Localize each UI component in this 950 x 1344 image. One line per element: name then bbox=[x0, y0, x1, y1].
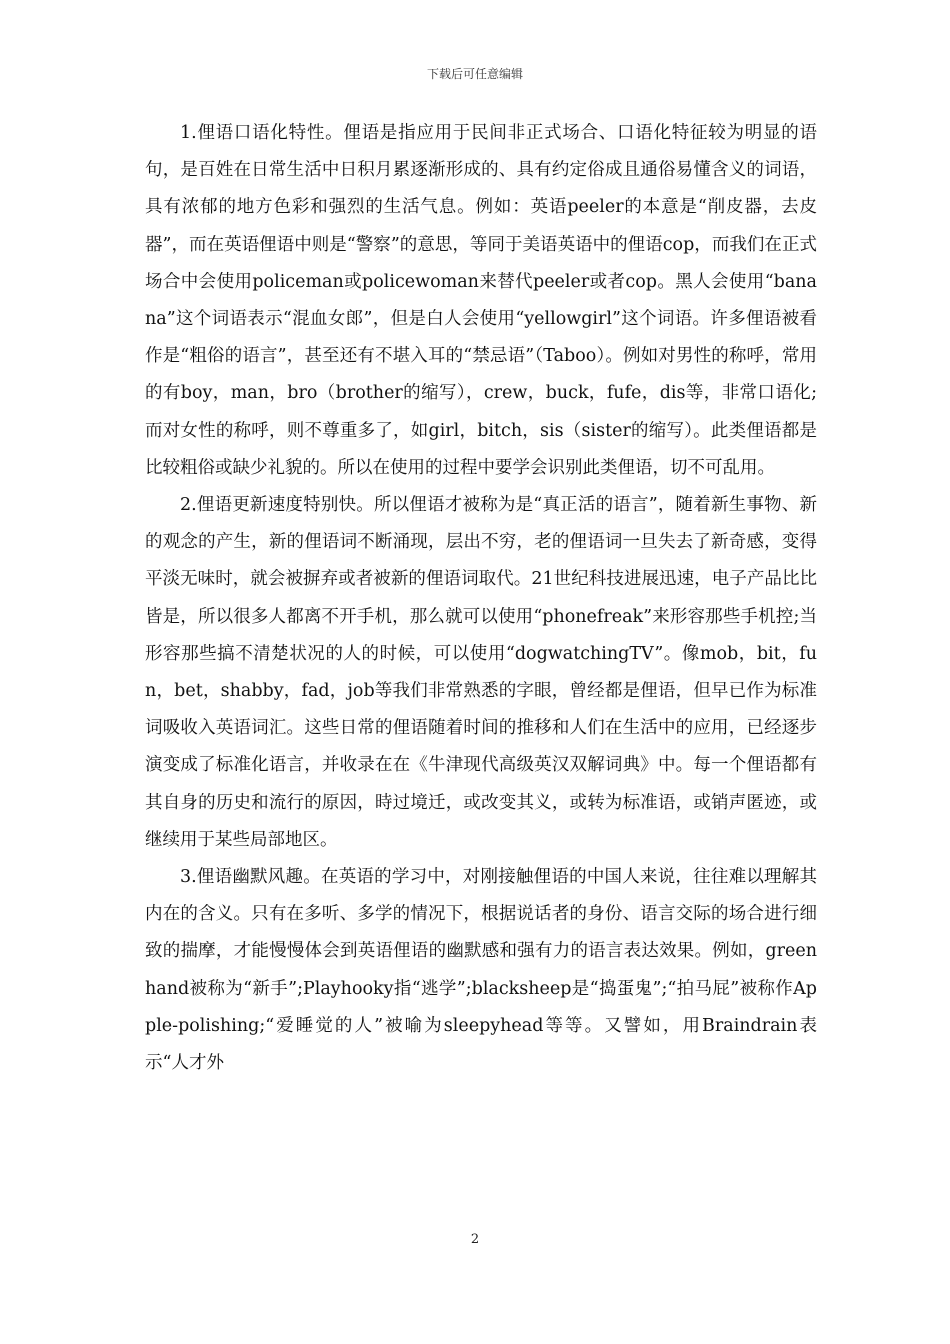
document-body bbox=[145, 115, 817, 1082]
paragraph-slang-colloquial: 1.俚语口语化特性。俚语是指应用于民间非正式场合、口语化特征较为明显的语句，是百姓在日常生活中日积月累逐渐形成的、具有约定俗成且通俗易懂含义的词语，具有浓郁的地方色彩和强烈的生活气息。例如：英语peeler的本意是“削皮器，去皮器”，而在英语俚语中则是“警察”的意思，等同于美语英语中的俚语cop，而我们在正式场合中会使用policeman或policewoman来替代peeler或者cop。黑人会使用“banana”这个词语表示“混血女郎”，但是白人会使用“yellowgirl”这个词语。许多俚语被看作是“粗俗的语言”，甚至还有不堪入耳的“禁忌语”（Taboo）。例如对男性的称呼，常用的有boy，man，bro（brother的缩写），crew，buck，fufe，dis等，非常口语化;而对女性的称呼，则不尊重多了，如girl，bitch，sis（sister的缩写）。此类俚语都是比较粗俗或缺少礼貌的。所以在使用的过程中要学会识别此类俚语，切不可乱用。 bbox=[145, 123, 817, 478]
paragraph-slang-update-speed: 2.俚语更新速度特别快。所以俚语才被称为是“真正活的语言”，随着新生事物、新的观念的产生，新的俚语词不断涌现，层出不穷，老的俚语词一旦失去了新奇感，变得平淡无味时，就会被摒弃或者被新的俚语词取代。21世纪科技进展迅速，电子产品比比皆是，所以很多人都离不开手机，那么就可以使用“phonefreak”来形容那些手机控;当形容那些搞不清楚状况的人的时候，可以使用“dogwatchingTV”。像mob，bit，fun，bet，shabby，fad，job等我们非常熟悉的字眼，曾经都是俚语，但早已作为标准词吸收入英语词汇。这些日常的俚语随着时间的推移和人们在生活中的应用，已经逐步演变成了标准化语言，并收录在在《牛津现代高级英汉双解词典》中。每一个俚语都有其自身的历史和流行的原因，時过境迁，或改变其义，或转为标准语，或销声匿迹，或继续用于某些局部地区。 bbox=[145, 495, 817, 850]
page-number: 2 bbox=[470, 1232, 480, 1247]
page-header: 下载后可任意编辑 bbox=[426, 67, 523, 81]
paragraph-slang-humor: 3.俚语幽默风趣。在英语的学习中，对刚接触俚语的中国人来说，往往难以理解其内在的含义。只有在多听、多学的情况下，根据说话者的身份、语言交际的场合进行细致的揣摩，才能慢慢体会到英语俚语的幽默感和强有力的语言表达效果。例如，greenhand被称为“新手”;Playhooky指“逃学”;blacksheep是“捣蛋鬼”;“拍马屁”被称作Apple-polishing;“爱睡觉的人”被喻为sleepyhead等等。又譬如，用Braindrain表示“人才外 bbox=[145, 867, 817, 1074]
